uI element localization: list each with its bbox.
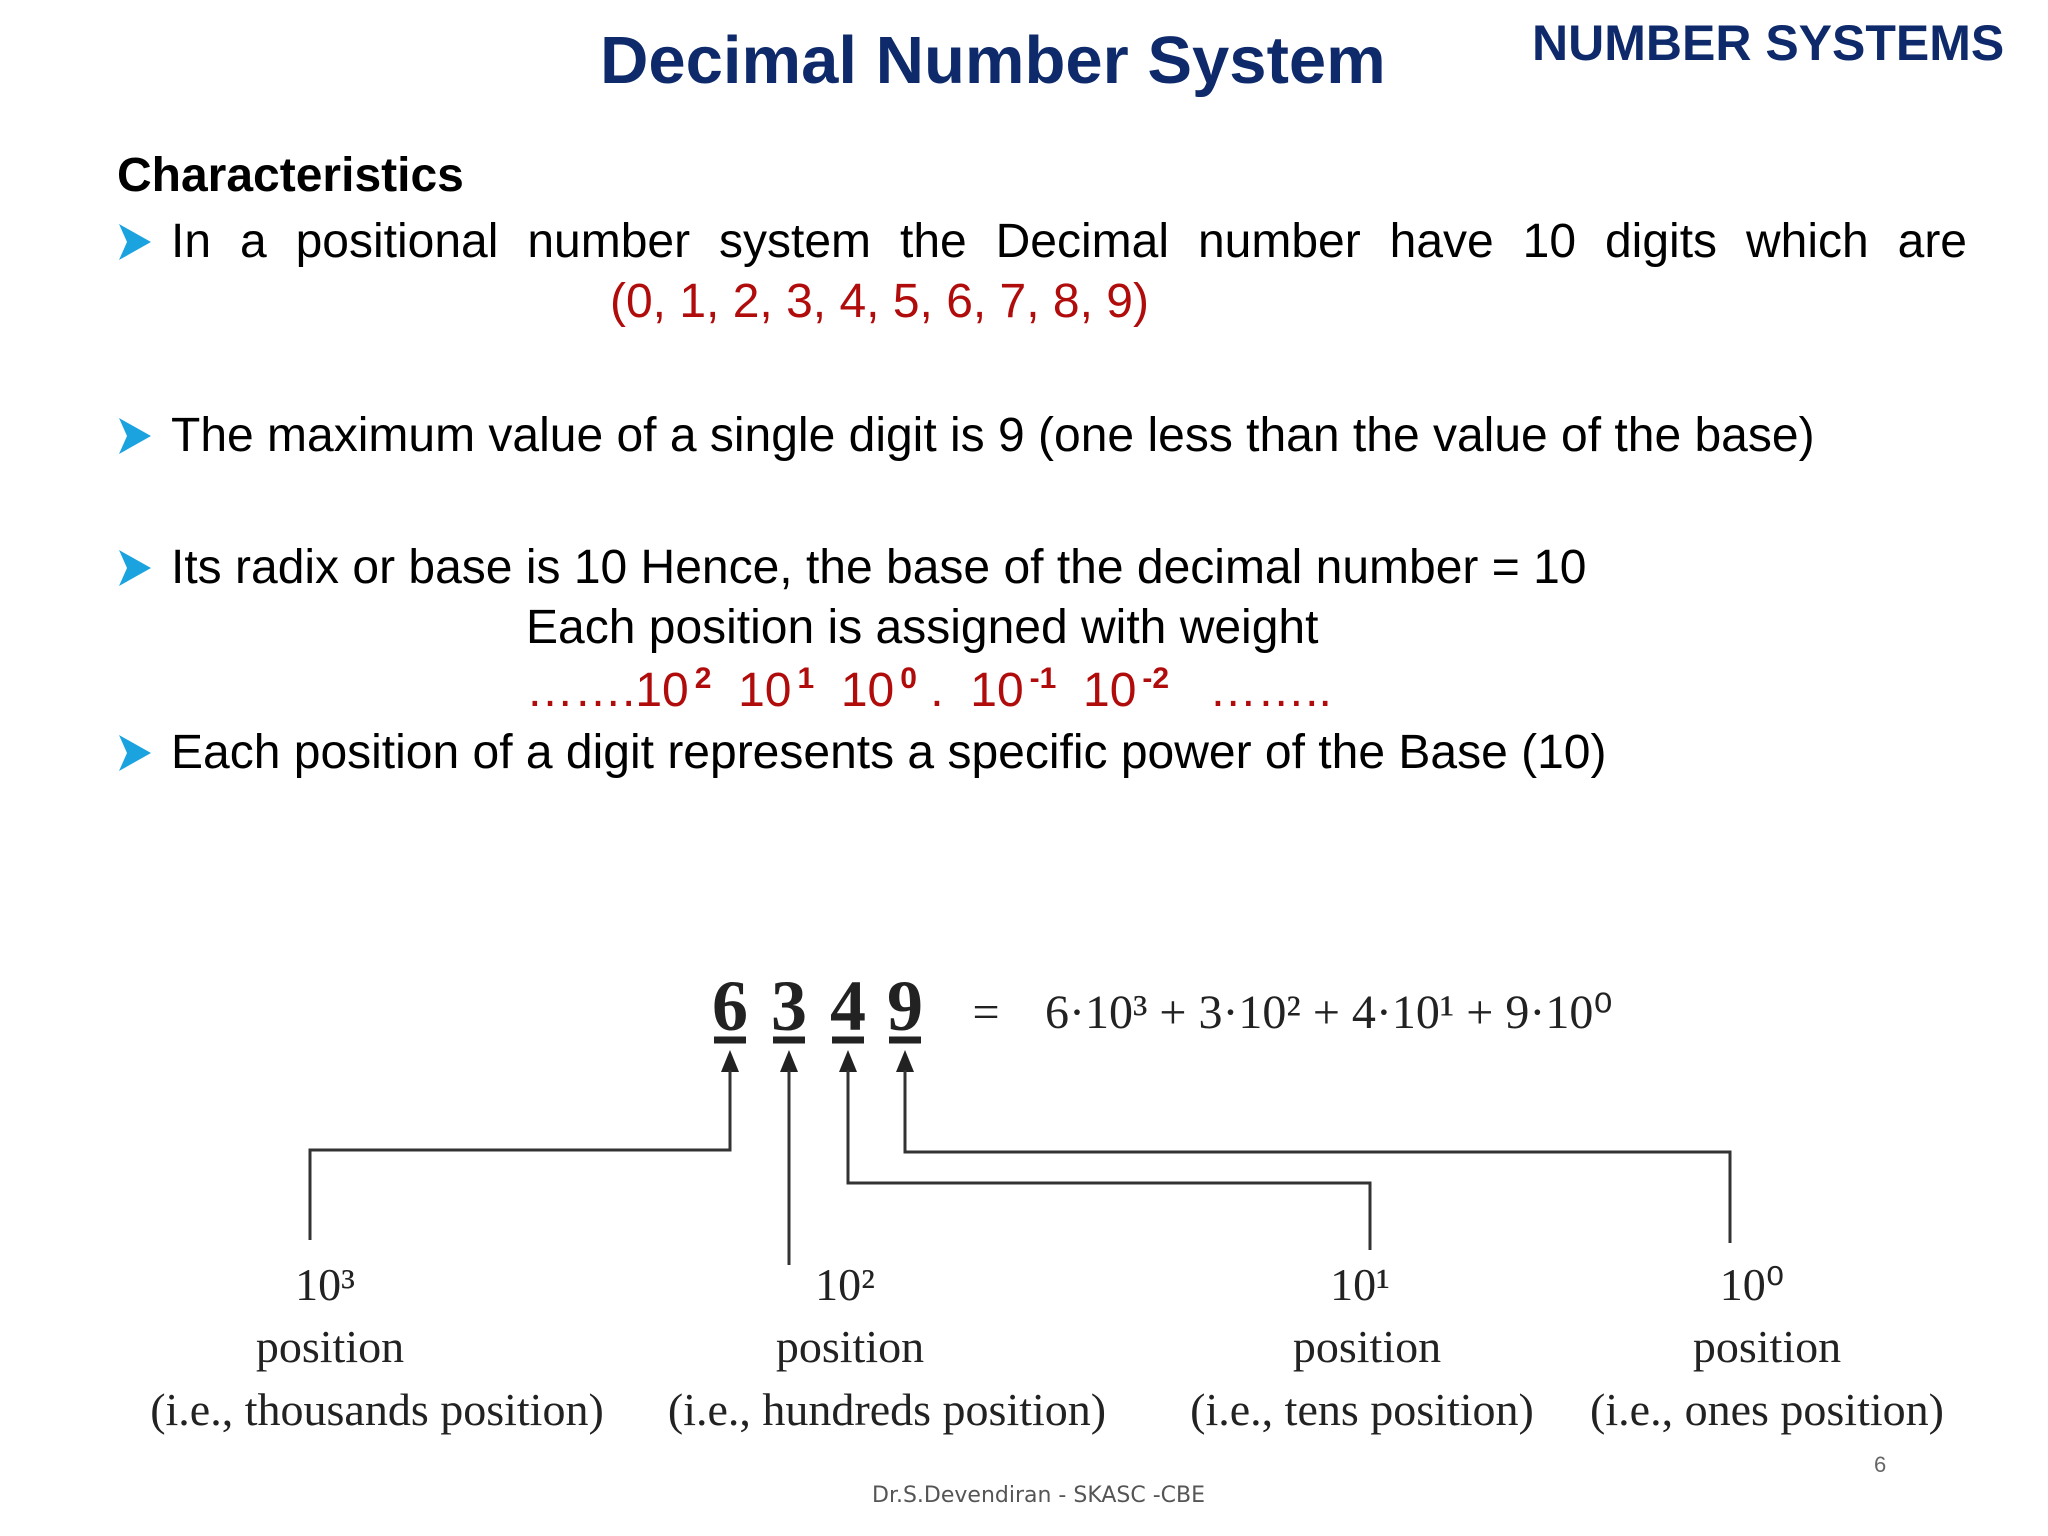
weight-base: 10 xyxy=(840,664,895,717)
position-power: 10¹ xyxy=(1330,1259,1390,1310)
footer-author: Dr.S.Devendiran - SKASC -CBE xyxy=(872,1483,1206,1508)
bullet-text: Each position of a digit represents a specific power of the Base (10) xyxy=(171,726,1607,779)
digit-tens: 4 xyxy=(830,966,866,1046)
digit-hundreds: 3 xyxy=(771,966,807,1046)
digit-thousands: 6 xyxy=(712,966,748,1046)
weight-subline: Each position is assigned with weight xyxy=(526,601,1319,654)
connector-lines xyxy=(310,1070,1730,1265)
position-power: 10³ xyxy=(295,1259,355,1310)
weight-base: 10 xyxy=(1083,664,1137,717)
weight-exponent: -1 xyxy=(1029,662,1057,695)
page-number: 6 xyxy=(1874,1452,1887,1477)
weight-base: 10 xyxy=(738,664,792,717)
decimal-point: . xyxy=(930,664,944,717)
topic-badge: NUMBER SYSTEMS xyxy=(1532,15,2005,71)
bullet-text: Its radix or base is 10 Hence, the base of the decimal number = 10 xyxy=(171,541,1587,594)
equals-sign: = xyxy=(972,986,1000,1039)
position-label-tens xyxy=(1190,1259,1534,1435)
weight-base: 10 xyxy=(970,664,1024,717)
weight-exponent: -2 xyxy=(1142,662,1170,695)
weight-base: 10 xyxy=(635,664,689,717)
position-desc: (i.e., tens position) xyxy=(1190,1384,1534,1435)
position-label: position xyxy=(775,1321,925,1372)
expansion-formula: 6·10³ + 3·10² + 4·10¹ + 9·10⁰ xyxy=(1045,986,1613,1039)
position-label-thousands xyxy=(150,1259,604,1435)
characteristics-heading: Characteristics xyxy=(117,149,464,202)
position-power: 10⁰ xyxy=(1719,1259,1785,1310)
slide-title: Decimal Number System xyxy=(600,23,1386,98)
position-label-ones xyxy=(1590,1259,1944,1435)
position-label: position xyxy=(1692,1321,1842,1372)
position-desc: (i.e., ones position) xyxy=(1590,1384,1944,1435)
position-label-hundreds xyxy=(668,1259,1106,1435)
position-label: position xyxy=(1292,1321,1442,1372)
weight-exponent: 0 xyxy=(900,662,917,695)
weights-lead: ……. xyxy=(526,664,636,717)
weight-exponent: 2 xyxy=(694,662,712,695)
position-label: position xyxy=(255,1321,405,1372)
bullet-text: In a positional number system the Decimal number have 10 digits which are xyxy=(171,215,1967,268)
weight-exponent: 1 xyxy=(797,662,815,695)
digit-ones: 9 xyxy=(887,966,923,1046)
connector-arrows xyxy=(721,1050,914,1072)
weights-trail: …….. xyxy=(1209,664,1332,717)
position-desc: (i.e., thousands position) xyxy=(150,1384,604,1435)
position-power: 10² xyxy=(815,1259,875,1310)
digits-list: (0, 1, 2, 3, 4, 5, 6, 7, 8, 9) xyxy=(610,275,1149,328)
bullet-text: The maximum value of a single digit is 9 (one less than the value of the base) xyxy=(171,409,1815,462)
position-desc: (i.e., hundreds position) xyxy=(667,1384,1107,1435)
